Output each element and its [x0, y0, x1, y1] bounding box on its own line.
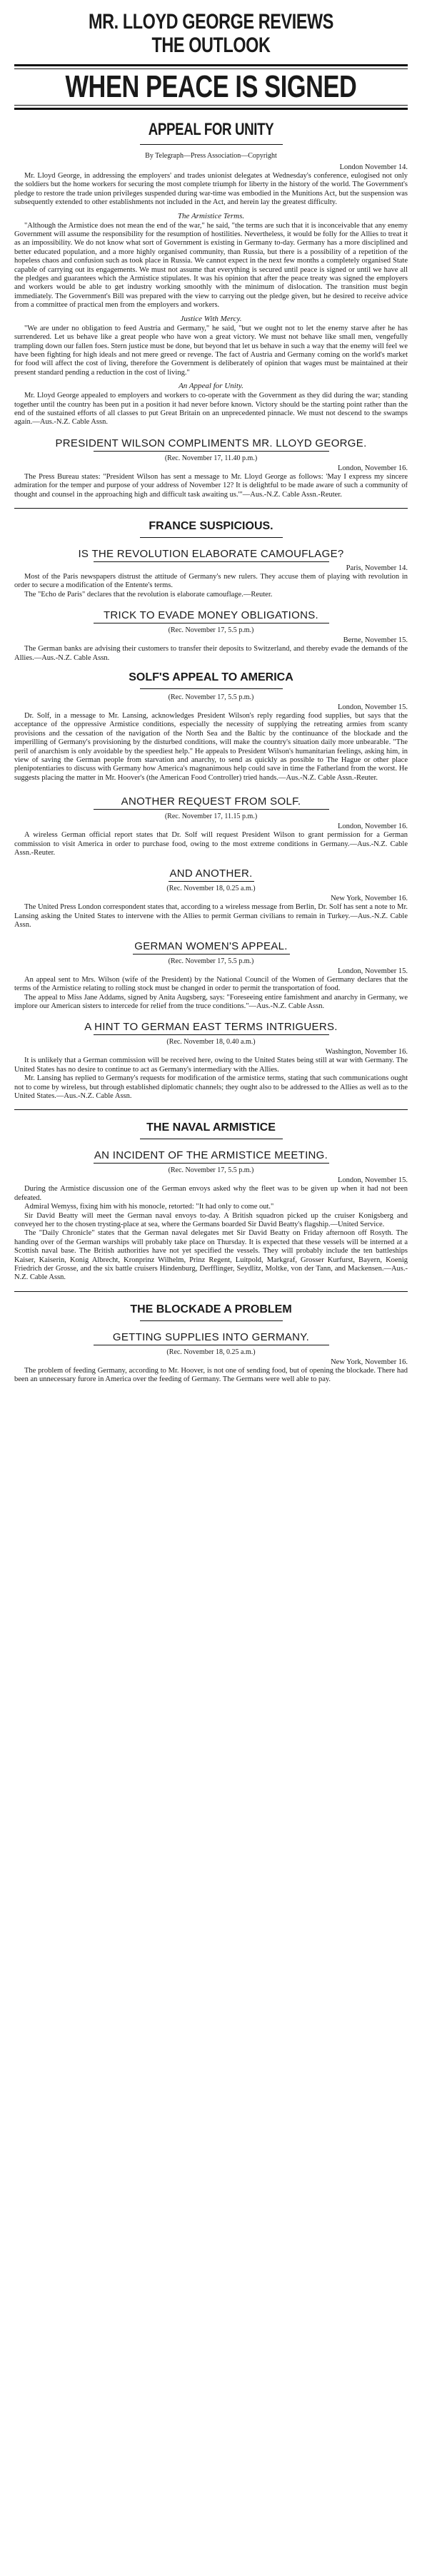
naval-paragraph-2: Admiral Wemyss, fixing him with his monocle, retorted: "It had only to come out." [24, 1203, 274, 1211]
solf-heading: SOLF'S APPEAL TO AMERICA [129, 671, 293, 683]
heading-underline [94, 809, 329, 810]
armistice-terms-paragraph: "Although the Armistice does not mean the end of the war," he said, "the terms are such that it is inconceivable that any enemy Government will assume the responsibility for the resumption of hostilities. Nevertheless, it would be folly for the Allies to treat it as an impossibility. We do not know what sort of Government is existing in Germany to-day. Germany has a more disciplined and better educated population, and a more highly organised community, than Russia, but there is a possibility of a repetition of the hopeless chaos and confusion such as took place in Russia. We cannot expect in the next few months a completely organised State capable of carrying out its engagements. We must not assume that everything is secured until peace is signed or until we have all the pledges and guarantees which the Armistice stipulates. It was his opinion that after the peace treaty was signed the employers and workers would be able to get industry working smoothly with the minimum of dislocation. The transition must begin immediately. The Government's Bill was prepared with the view to carrying out the pledge given, but he desired to receive advice from a committee of practical men from the employers and workers. [14, 221, 408, 310]
hint-dateline: Washington, November 16. [325, 1048, 408, 1057]
rule-top [14, 64, 408, 66]
naval-paragraph-1: During the Armistice discussion one of the German envoys asked why the fleet was to be given up when it had not been defeated. [14, 1185, 408, 1202]
big-headline: WHEN PEACE IS SIGNED [65, 69, 357, 104]
byline: By Telegraph—Press Association—Copyright [145, 152, 277, 160]
headline-line-2: THE OUTLOOK [151, 34, 271, 57]
heading-underline [169, 881, 254, 882]
solf-dateline: London, November 15. [338, 703, 408, 711]
hint-heading: A HINT TO GERMAN EAST TERMS INTRIGUERS. [84, 1021, 338, 1034]
lead-dateline: London November 14. [339, 163, 408, 171]
article-dateline: London, November 16. [338, 464, 408, 472]
solf-paragraph: Dr. Solf, in a message to Mr. Lansing, acknowledges President Wilson's reply regarding food supplies, but says that the acceptance of the oppressive Armistice conditions, especially the necessity of supplying the retreating armies from scanty provisions and the cessation of the navigation of the North Sea and the Baltic by the continuance of the blockade and the imperilling of Germany's provisioning by the disturbed conditions, will make the country's situation daily more unbearable. "The peril of anarchism is only avoidable by the speediest help." He appeals to President Wilson's humanitarian feelings, asking him, in view of saving the German people from starvation and anarchy, to send as quickly as possible to The Hague or other place plenipotentiaries to discuss with Germany how America's magnanimous help could save in time the Fatherland from the worst. He suggests placing the matter in Mr. Hoover's (the American Food Controller) tried hands.—Aus.-N.Z. Cable Assn.-Reuter. [14, 712, 408, 782]
women-paragraph-2: The appeal to Miss Jane Addams, signed by Anita Augsberg, says: "Foreseeing entire famishment and anarchy in Germany, we implore our American sisters to intercede for relief from the truce conditions."—Aus.-N.Z. Cable Assn. [14, 993, 408, 1010]
andanother-paragraph: The United Press London correspondent states that, according to a wireless message from Berlin, Dr. Solf has sent a note to Mr. Lansing asking the United States to intervene with the Allies to permit German civilians to remain in Turkey.—Aus.-N.Z. Cable Assn. [14, 903, 408, 930]
france-dateline: Paris, November 14. [346, 564, 408, 572]
newspaper-page [14, 0, 408, 1385]
rule-under-big [14, 105, 408, 106]
rule-short-france [140, 537, 283, 538]
justice-subhead: Justice With Mercy. [180, 314, 242, 323]
naval-block-title: THE NAVAL ARMISTICE [146, 1121, 276, 1134]
naval-heading: AN INCIDENT OF THE ARMISTICE MEETING. [94, 1149, 328, 1162]
unity-subhead: An Appeal for Unity. [179, 382, 243, 391]
france-heading: IS THE REVOLUTION ELABORATE CAMOUFLAGE? [78, 547, 344, 560]
sub-headline: APPEAL FOR UNITY [148, 120, 274, 139]
france-block-title: FRANCE SUSPICIOUS. [149, 519, 273, 532]
justice-paragraph: "We are under no obligation to feed Austria and Germany," he said, "but we ought not to let the enemy starve after he has surrendered. Let us behave like a great people who have won a great victory. We must not behave like small men, vengefully trampling down our fallen foes. Stern justice must be done, but beyond that let us behave in such a way that the enemy will feel we have been fighting for high ideals and not mere greed or revenge. The fact of Austria and Germany coming on the world's market for food will affect the cost of living, therefore the Government is deliberately of opinion that wages must be maintained at their present standard pending a reduction in the cost of living." [14, 324, 408, 377]
another-dateline: London, November 16. [338, 823, 408, 831]
naval-paragraph-3: Sir David Beatty will meet the German naval envoys to-day. A British squadron picked up the cruiser Konigsberg and conveyed her to the chosen trysting-place at sea, where the Germans boarded Sir David Beatty's flagship.—United Service. [14, 1211, 408, 1228]
france-paragraph-2: The "Echo de Paris" declares that the revolution is elaborate camouflage.—Reuter. [24, 590, 273, 599]
another-heading: ANOTHER REQUEST FROM SOLF. [121, 795, 301, 808]
blockade-heading: GETTING SUPPLIES INTO GERMANY. [112, 1330, 310, 1343]
article-wilson [14, 437, 408, 499]
rule-before-naval [14, 1109, 408, 1110]
women-dateline: London, November 15. [338, 967, 408, 975]
heading-underline [94, 1163, 329, 1164]
obligations-received: (Rec. November 17, 5.5 p.m.) [168, 626, 254, 635]
naval-paragraph-4: The "Daily Chronicle" states that the German naval delegates met Sir David Beatty on Friday afternoon off Rosyth. The handing over of the German warships will probably take place on Thursday. It is expected that these vessels will be interned at a Scottish naval base. The British authorities have not yet specified the vessels. They will probably include the ten battleships Kaiser, Kaiserin, Konig Albrecht, Kronprinz Wilhelm, Prinz Regent, Luitpold, Markgraf, Grosser Kurfurst, Bayern, Koenig Friedrich der Grosse, and the six battle cruisers Hindenburg, Derfflinger, Seydlitz, Moltke, von der Tann, and Mackensen.—Aus.-N.Z. Cable Assn. [14, 1229, 408, 1282]
obligations-dateline: Berne, November 15. [343, 636, 408, 645]
hint-paragraph-1: It is unlikely that a German commission will be received here, owing to the United States being still at war with Germany. The United States has no desire to continue to act as Germany's intermediary with the Allies. [14, 1057, 408, 1074]
unity-paragraph: Mr. Lloyd George appealed to employers and workers to co-operate with the Government as they did during the war; standing together until the country has been put in a position it had never before known. Victory should be the starting point rather than the end of the sustained efforts of all classes to put Great Britain on an unprecedented pinnacle. We must not descend to the swamps again.—Aus.-N.Z. Cable Assn. [14, 392, 408, 427]
lead-paragraph: Mr. Lloyd George, in addressing the employers' and trades unionist delegates at Wednesday's conference, eulogised not only the soldiers but the home workers for securing the most complete triumph for liberty in the history of the world. The Government's pledge to restore the trade union privileges suspended during war-time was embodied in the Munitions Act, but the suspension was subsequently extended to other establishments not included in the Act, and herein lay the greatest difficulty. [14, 172, 408, 207]
armistice-terms-subhead: The Armistice Terms. [177, 211, 245, 220]
another-paragraph: A wireless German official report states that Dr. Solf will request President Wilson to grant permission for a German commission to visit America in order to purchase food, owing to the most extreme conditions in Germany.—Aus.-N.Z. Cable Assn.-Reuter. [14, 831, 408, 857]
obligations-heading: TRICK TO EVADE MONEY OBLIGATIONS. [103, 609, 319, 622]
andanother-received: (Rec. November 18, 0.25 a.m.) [166, 885, 256, 893]
solf-received: (Rec. November 17, 5.5 p.m.) [168, 693, 254, 701]
rule-short [140, 144, 283, 145]
naval-received: (Rec. November 17, 5.5 p.m.) [168, 1166, 254, 1175]
rule-short-solf [140, 688, 283, 689]
naval-dateline: London, November 15. [338, 1176, 408, 1185]
another-received: (Rec. November 17, 11.15 p.m.) [164, 813, 258, 821]
heading-underline [94, 1034, 329, 1035]
obligations-paragraph: The German banks are advising their customers to transfer their deposits to Switzerland, and thereby evade the demands of the Allies.—Aus.-N.Z. Cable Assn. [14, 645, 408, 662]
heading-underline [94, 451, 329, 452]
article-body: The Press Bureau states: "President Wilson has sent a message to Mr. Lloyd George as follows: 'May I express my sincere admiration for the temper and purpose of your address of November 12? It is delightful to be made aware of such a community of thought and counsel in the approaching high and difficult task awaiting us.'"—Aus.-N.Z. Cable Assn.-Reuter. [14, 472, 408, 499]
women-received: (Rec. November 17, 5.5 p.m.) [168, 957, 254, 965]
rule-before-blockade [14, 1291, 408, 1292]
france-paragraph-1: Most of the Paris newspapers distrust the attitude of Germany's new rulers. They accuse them of playing with revolution in order to secure a modification of the Entente's terms. [14, 572, 408, 590]
women-heading: GERMAN WOMEN'S APPEAL. [134, 940, 288, 952]
blockade-block-title: THE BLOCKADE A PROBLEM [130, 1303, 292, 1315]
rule-before-france [14, 508, 408, 509]
blockade-received: (Rec. November 18, 0.25 a.m.) [166, 1348, 256, 1356]
blockade-paragraph: The problem of feeding Germany, according to Mr. Hoover, is not one of sending food, but of opening the blockade. There had been an unnecessary furore in America over the feeding of Germany. The Germans were well able to pay. [14, 1366, 408, 1384]
hint-paragraph-2: Mr. Lansing has replied to Germany's requests for modification of the armistice terms, stating that such communications ought not to come by wireless, but through established diplomatic channels; they ought also to be addressed to the Allies as well as to the United States.—Aus.-N.Z. Cable Assn. [14, 1074, 408, 1100]
blockade-dateline: New York, November 16. [331, 1358, 408, 1366]
article-heading: PRESIDENT WILSON COMPLIMENTS MR. LLOYD GEORGE. [55, 437, 367, 449]
women-paragraph-1: An appeal sent to Mrs. Wilson (wife of the President) by the National Council of the Women of Germany declares that the terms of the Armistice relating to rolling stock must be changed in order to permit the transportation of food. [14, 975, 408, 993]
andanother-heading: AND ANOTHER. [169, 867, 253, 880]
hint-received: (Rec. November 18, 0.40 a.m.) [166, 1038, 256, 1047]
headline-line-1: MR. LLOYD GEORGE REVIEWS [89, 10, 333, 34]
rule-under-big-thick [14, 108, 408, 110]
heading-underline [94, 561, 329, 562]
andanother-dateline: New York, November 16. [331, 895, 408, 903]
received-line: (Rec. November 17, 11.40 p.m.) [164, 454, 258, 462]
rule-short-blockade [140, 1320, 283, 1321]
